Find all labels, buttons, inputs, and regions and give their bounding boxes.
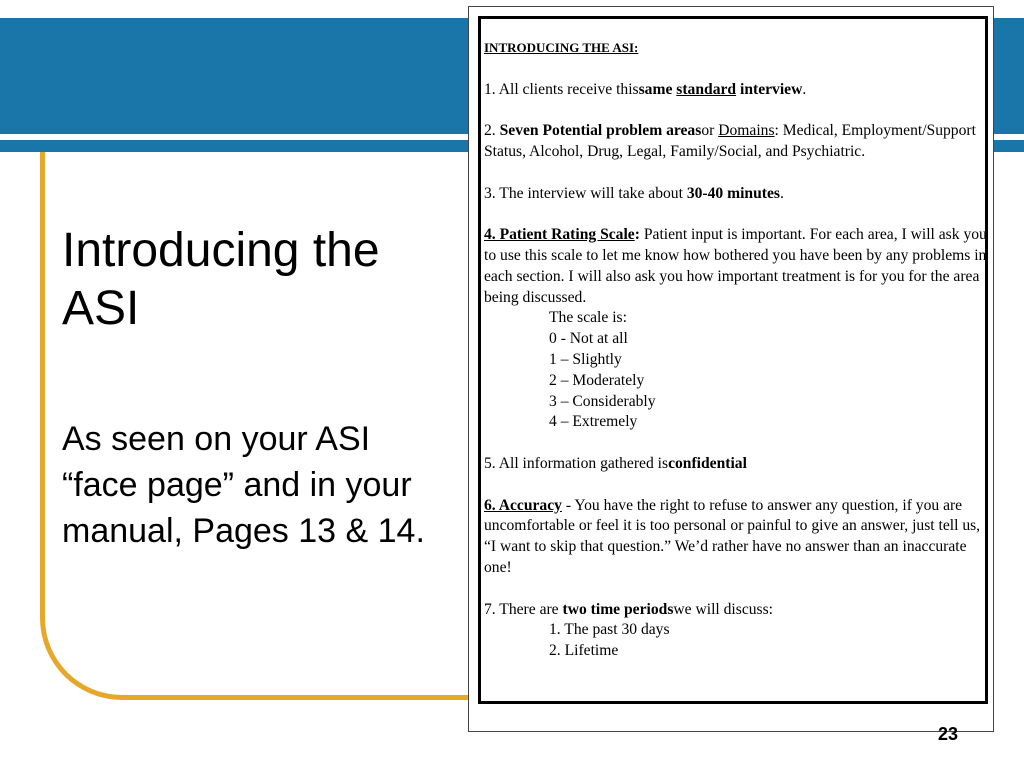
slide-title: Introducing the ASI — [62, 224, 380, 335]
document-text — [484, 38, 990, 662]
item-7: 7. There are two time periodswe will discuss: — [484, 600, 774, 618]
scale-line: The scale is: — [549, 309, 627, 327]
scale-line: 1 – Slightly — [549, 350, 622, 368]
item-5: 5. All information gathered isconfidential — [484, 454, 747, 472]
doc-heading: INTRODUCING THE ASI: — [484, 40, 639, 55]
scale-line: 2 – Moderately — [549, 371, 645, 389]
page-number: 23 — [938, 724, 959, 744]
scale-line: 3 – Considerably — [549, 392, 656, 410]
scale-line: 4 – Extremely — [549, 413, 638, 431]
item-6: 6. Accuracy - You have the right to refuse to answer any question, if you are uncomfortable or feel it is too personal or painful to give an answer, just tell us, “I want to skip that question.” We’d rather have no answer than an inaccurate one! — [484, 496, 981, 576]
slide-subtitle: As seen on your ASI “face page” and in your manual, Pages 13 & 14. — [62, 420, 425, 550]
item-2: 2. Seven Potential problem areasor Domains: Medical, Employment/Support Status, Alcohol, Drug, Legal, Family/Social, and Psychiatric. — [484, 122, 976, 160]
item-4: 4. Patient Rating Scale: Patient input is important. For each area, I will ask you to use this scale to let me know how bothered you have been by any problems in each section. I will also ask you how important treatment is for you for the area being discussed. — [484, 226, 987, 306]
scale-line: 0 - Not at all — [549, 330, 628, 348]
period-line: 2. Lifetime — [549, 642, 619, 660]
item-3: 3. The interview will take about 30-40 minutes. — [484, 184, 784, 202]
item-1: 1. All clients receive thissame standard interview. — [484, 80, 807, 98]
period-line: 1. The past 30 days — [549, 621, 670, 639]
